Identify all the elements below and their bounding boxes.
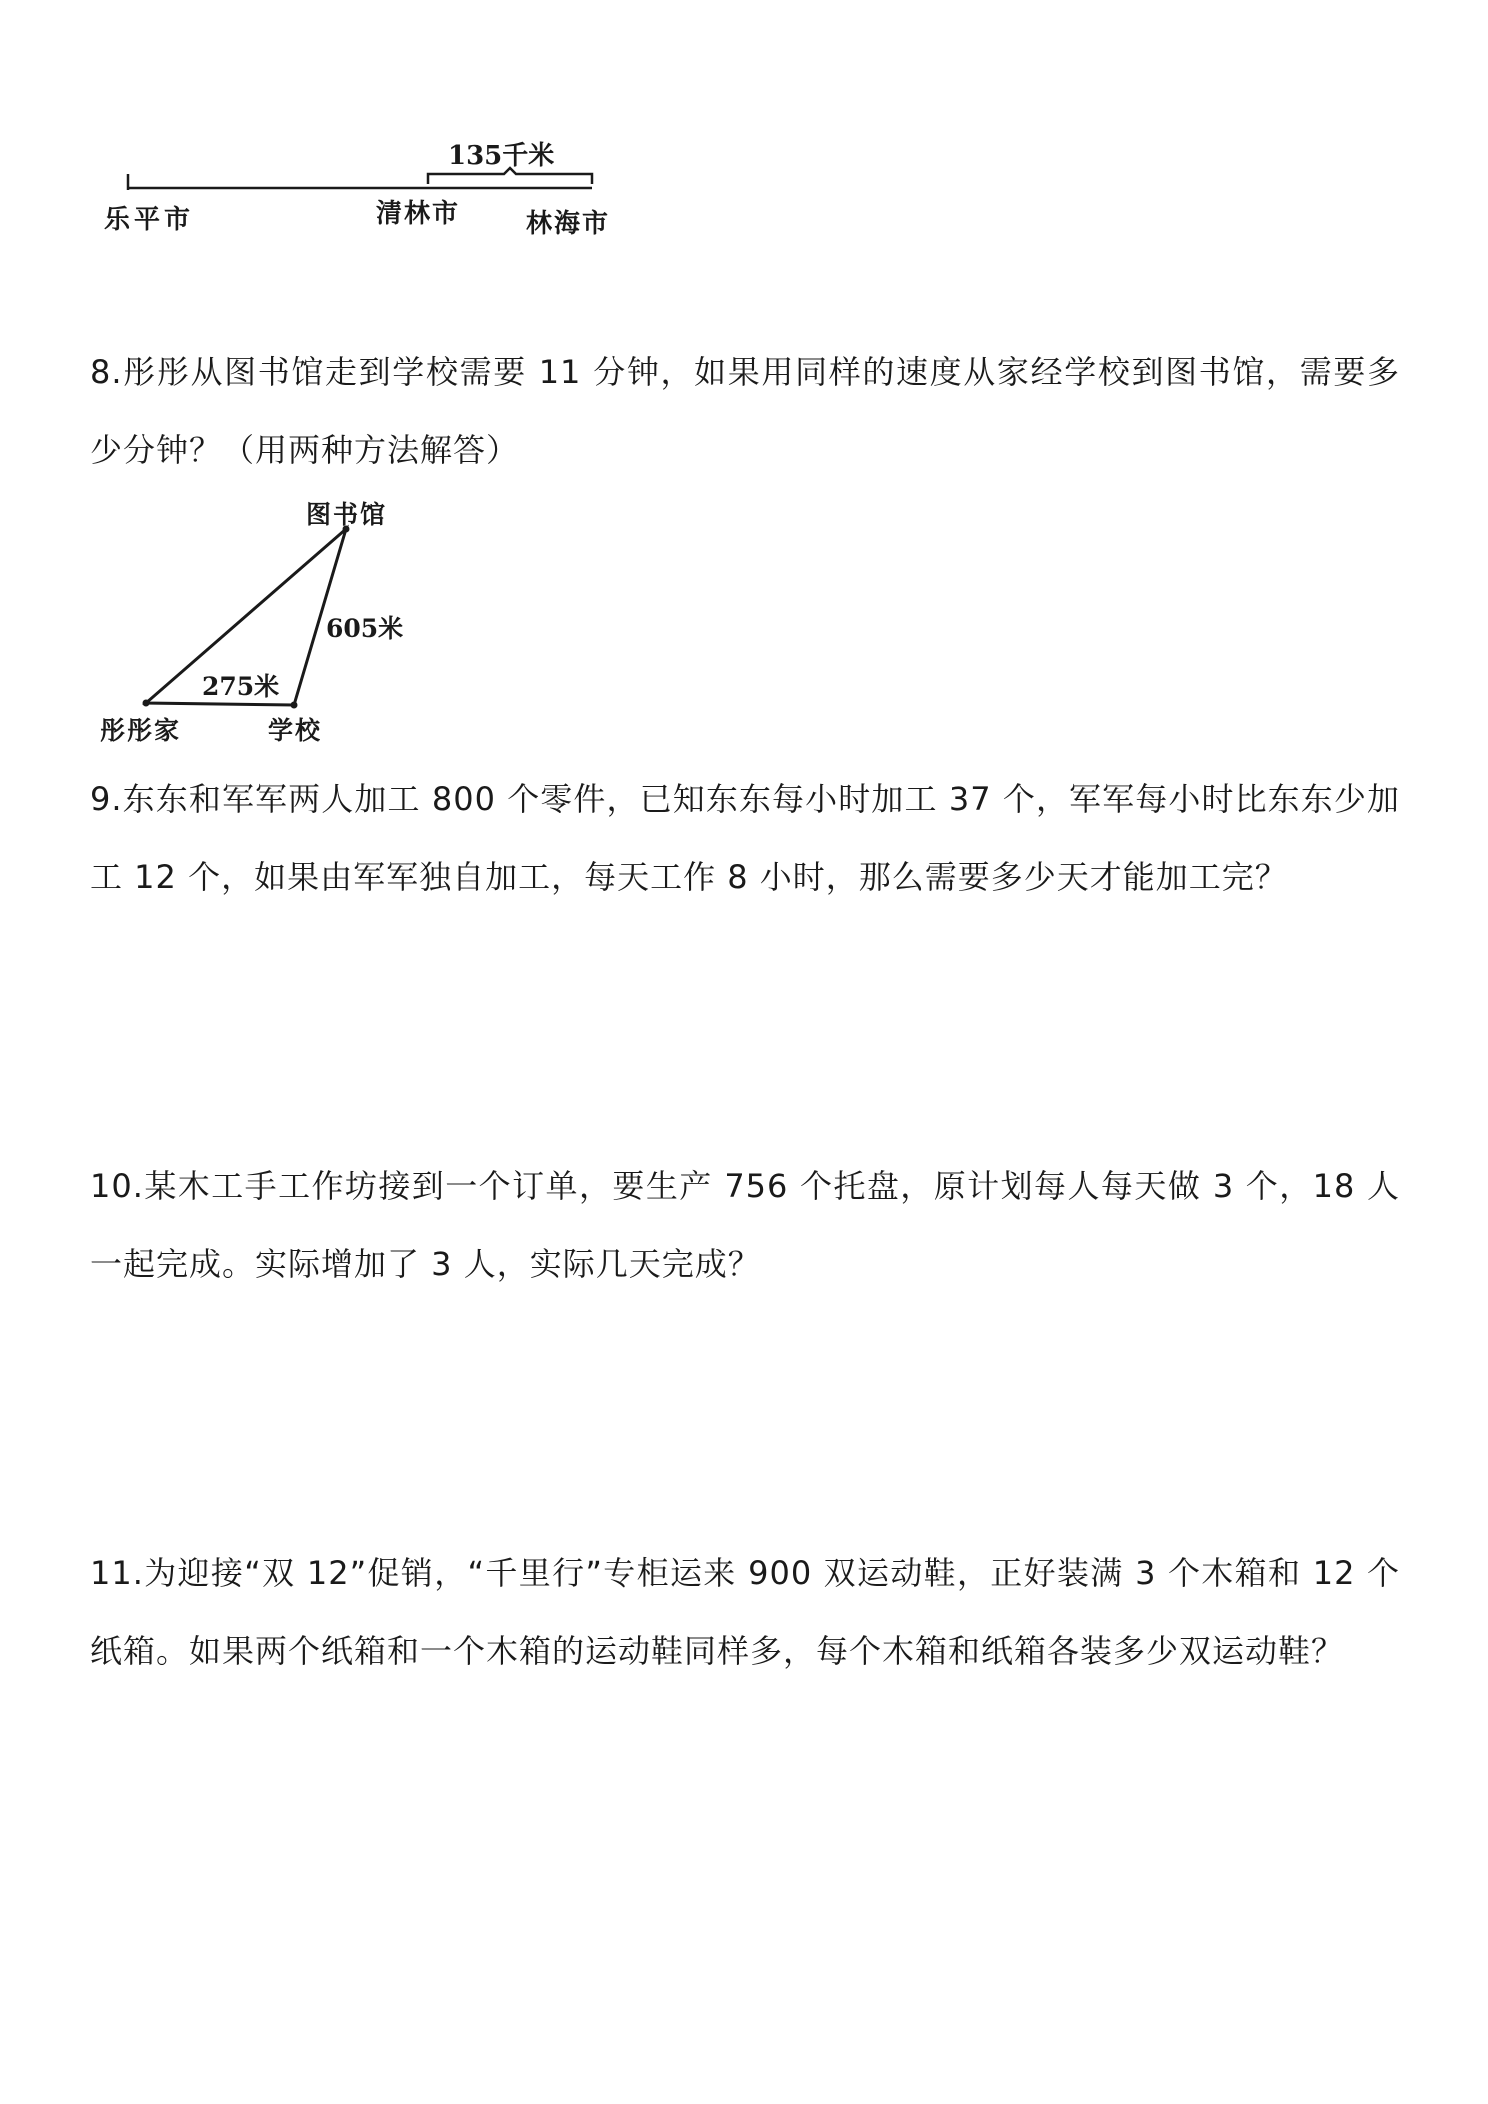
- point-school: [291, 702, 298, 709]
- problem-8: [90, 333, 1400, 489]
- school-label: 学校: [268, 716, 323, 745]
- base-length-label: 275米: [202, 672, 280, 701]
- home-label: 彤彤家: [100, 716, 182, 745]
- triangle-route-diagram: [90, 495, 420, 760]
- problem-10-text: 10.某木工手工作坊接到一个订单，要生产 756 个托盘，原计划每人每天做 3 个，18 人一起完成。实际增加了 3 人，实际几天完成？: [90, 1167, 1400, 1283]
- city-label-linhai: 林海市: [526, 209, 611, 239]
- problem-9-text: 9.东东和军军两人加工 800 个零件，已知东东每小时加工 37 个，军军每小时比东东少加工 12 个，如果由军军独自加工，每天工作 8 小时，那么需要多少天才能加工完？: [90, 780, 1400, 896]
- city-label-leping: 乐平市: [104, 205, 195, 235]
- point-home: [143, 700, 150, 707]
- problem-11-text: 11.为迎接“双 12”促销，“千里行”专柜运来 900 双运动鞋，正好装满 3 个木箱和 12 个纸箱。如果两个纸箱和一个木箱的运动鞋同样多，每个木箱和纸箱各装多少双运动鞋？: [90, 1554, 1400, 1670]
- city-label-qinglin: 清林市: [376, 199, 461, 229]
- side-length-label: 605米: [326, 614, 404, 643]
- library-label: 图书馆: [306, 500, 388, 529]
- problem-8-text: 8.彤彤从图书馆走到学校需要 11 分钟，如果用同样的速度从家经学校到图书馆，需要多少分钟？（用两种方法解答）: [90, 353, 1400, 469]
- city-distance-diagram: [80, 140, 640, 260]
- problem-9: [90, 760, 1400, 916]
- problem-10: [90, 1147, 1400, 1303]
- distance-label: 135千米: [448, 141, 555, 171]
- problem-11: [90, 1534, 1400, 1690]
